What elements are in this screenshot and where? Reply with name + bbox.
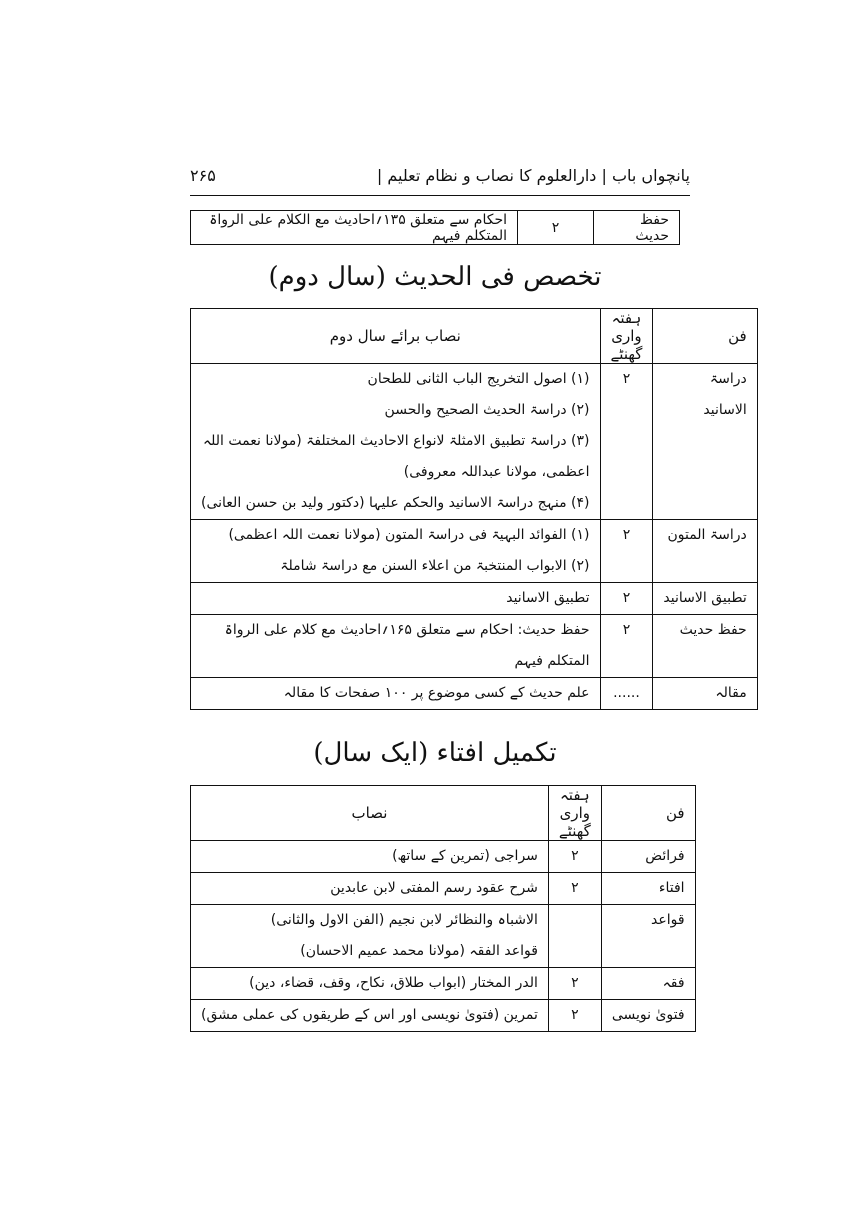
subject-text: فتویٰ نویسی xyxy=(611,1007,685,1023)
header-text: پانچواں باب | دارالعلوم کا نصاب و نظام تعلیم | xyxy=(376,165,690,185)
syllabus-line: علم حدیث کے کسی موضوع پر ۱۰۰ صفحات کا مقالہ xyxy=(283,685,590,701)
subject-text: افتاء xyxy=(658,880,685,896)
subject-text: قواعد xyxy=(651,912,685,928)
hours-text: ۲ xyxy=(571,975,579,991)
section-title-takhassus: تخصص فی الحدیث (سال دوم) xyxy=(268,262,602,292)
page-number: ۲۶۵ xyxy=(190,165,216,185)
hours-cell xyxy=(548,905,601,968)
hours-cell: ۲ xyxy=(518,211,594,245)
column-header-hours: ہفتہ واری گھنٹے xyxy=(548,786,601,841)
syllabus-line: (۴) منہج دراسۃ الاسانید والحکم علیہا (دکتور ولید بن حسن العانی) xyxy=(201,495,590,511)
syllabus-line: (۳) دراسۃ تطبیق الامثلۃ لانواع الاحادیث المختلفۃ (مولانا نعمت اللہ xyxy=(202,433,590,449)
subject-cell xyxy=(653,520,757,583)
syllabus-cell xyxy=(191,583,601,615)
hours-cell xyxy=(548,873,601,905)
syllabus-line: الدر المختار (ابواب طلاق، نکاح، وقف، قضاء، دین) xyxy=(249,975,538,991)
hours-text: ۲ xyxy=(622,622,631,638)
subject-text: تطبیق الاسانید xyxy=(663,590,747,606)
subject-text: دراسۃ المتون xyxy=(667,527,747,543)
hours-text: ۲ xyxy=(571,880,579,896)
syllabus-cell xyxy=(191,678,601,710)
subject-text: الاسانید xyxy=(703,402,747,418)
subject-cell xyxy=(601,841,695,873)
table-header-row xyxy=(191,786,696,841)
syllabus-line: الاشباہ والنظائر لابن نجیم (الفن الاول والثانی) xyxy=(270,912,538,928)
column-header-syllabus: نصاب برائے سال دوم xyxy=(191,309,601,364)
table-row xyxy=(191,211,680,245)
subject-cell xyxy=(653,583,757,615)
subject-cell xyxy=(601,905,695,968)
hours-text: ۲ xyxy=(571,1007,579,1023)
subject-text: فقہ xyxy=(662,975,685,991)
syllabus-cell xyxy=(191,364,601,520)
section-title-takmeel-ifta: تکمیل افتاء (ایک سال) xyxy=(313,738,557,768)
syllabus-cell xyxy=(191,873,549,905)
table-row xyxy=(191,520,758,583)
takhassus-table xyxy=(190,308,758,710)
hours-cell xyxy=(600,583,653,615)
hours-cell xyxy=(600,615,653,678)
syllabus-line: حفظ حدیث: احکام سے متعلق ۱۶۵؍احادیث مع کلام علی الرواۃ xyxy=(224,622,590,638)
hours-cell xyxy=(548,1000,601,1032)
hours-cell xyxy=(548,968,601,1000)
syllabus-cell xyxy=(191,520,601,583)
syllabus-line: تمرین (فتویٰ نویسی اور اس کے طریقوں کی عملی مشق) xyxy=(201,1007,538,1023)
syllabus-line: (۱) الفوائد البہیۃ فی دراسۃ المتون (مولانا نعمت اللہ اعظمی) xyxy=(228,527,590,543)
subject-text: دراسۃ xyxy=(709,371,747,387)
subject-cell xyxy=(601,1000,695,1032)
hours-text: ۲ xyxy=(622,527,631,543)
syllabus-line: اعظمی، مولانا عبداللہ معروفی) xyxy=(403,464,590,480)
syllabus-line: قواعد الفقہ (مولانا محمد عمیم الاحسان) xyxy=(300,943,538,959)
syllabus-cell xyxy=(191,905,549,968)
takmeel-ifta-table xyxy=(190,785,696,1032)
hours-text: ۲ xyxy=(571,848,579,864)
syllabus-line: شرح عقود رسم المفتی لابن عابدین xyxy=(330,880,538,896)
column-header-hours: ہفتہ واری گھنٹے xyxy=(600,309,653,364)
table-row xyxy=(191,583,758,615)
table-row xyxy=(191,968,696,1000)
hours-cell xyxy=(600,678,653,710)
table-row xyxy=(191,678,758,710)
syllabus-cell xyxy=(191,968,549,1000)
subject-cell xyxy=(653,615,757,678)
hours-text xyxy=(559,905,591,936)
subject-text: حفظ حدیث xyxy=(679,622,747,638)
hours-text: ۲ xyxy=(622,371,631,387)
syllabus-line: (۱) اصول التخریج الباب الثانی للطحان xyxy=(367,371,590,387)
header-rule xyxy=(190,195,690,196)
hours-cell xyxy=(600,364,653,520)
column-header-syllabus: نصاب xyxy=(191,786,549,841)
subject-cell xyxy=(601,968,695,1000)
table-row xyxy=(191,873,696,905)
hours-cell xyxy=(548,841,601,873)
subject-text: مقالہ xyxy=(715,685,747,701)
table-row xyxy=(191,841,696,873)
syllabus-line: (۲) الابواب المنتخبۃ من اعلاء السنن مع دراسۃ شاملۃ xyxy=(280,558,590,574)
syllabus-cell: احکام سے متعلق ۱۳۵؍احادیث مع الکلام علی الرواۃ المتکلم فیہم xyxy=(191,211,518,245)
subject-cell xyxy=(653,364,757,520)
subject-cell xyxy=(653,678,757,710)
table-row xyxy=(191,615,758,678)
table-row xyxy=(191,1000,696,1032)
table-header-row xyxy=(191,309,758,364)
subject-text: فرائض xyxy=(645,848,685,864)
table-row xyxy=(191,364,758,520)
continuation-table xyxy=(190,210,680,245)
table-row xyxy=(191,905,696,968)
syllabus-cell xyxy=(191,1000,549,1032)
hours-cell xyxy=(600,520,653,583)
subject-cell: حفظ حدیث xyxy=(594,211,680,245)
syllabus-line: سراجی (تمرین کے ساتھ) xyxy=(392,848,538,864)
hours-text: ۲ xyxy=(622,590,631,606)
syllabus-cell xyxy=(191,841,549,873)
syllabus-line: المتکلم فیہم xyxy=(514,653,590,669)
syllabus-line: تطبیق الاسانید xyxy=(506,590,590,606)
column-header-subject: فن xyxy=(653,309,757,364)
column-header-subject: فن xyxy=(601,786,695,841)
running-header xyxy=(190,160,690,190)
subject-cell xyxy=(601,873,695,905)
syllabus-cell xyxy=(191,615,601,678)
hours-text: ...... xyxy=(613,685,640,701)
syllabus-line: (۲) دراسۃ الحدیث الصحیح والحسن xyxy=(384,402,590,418)
